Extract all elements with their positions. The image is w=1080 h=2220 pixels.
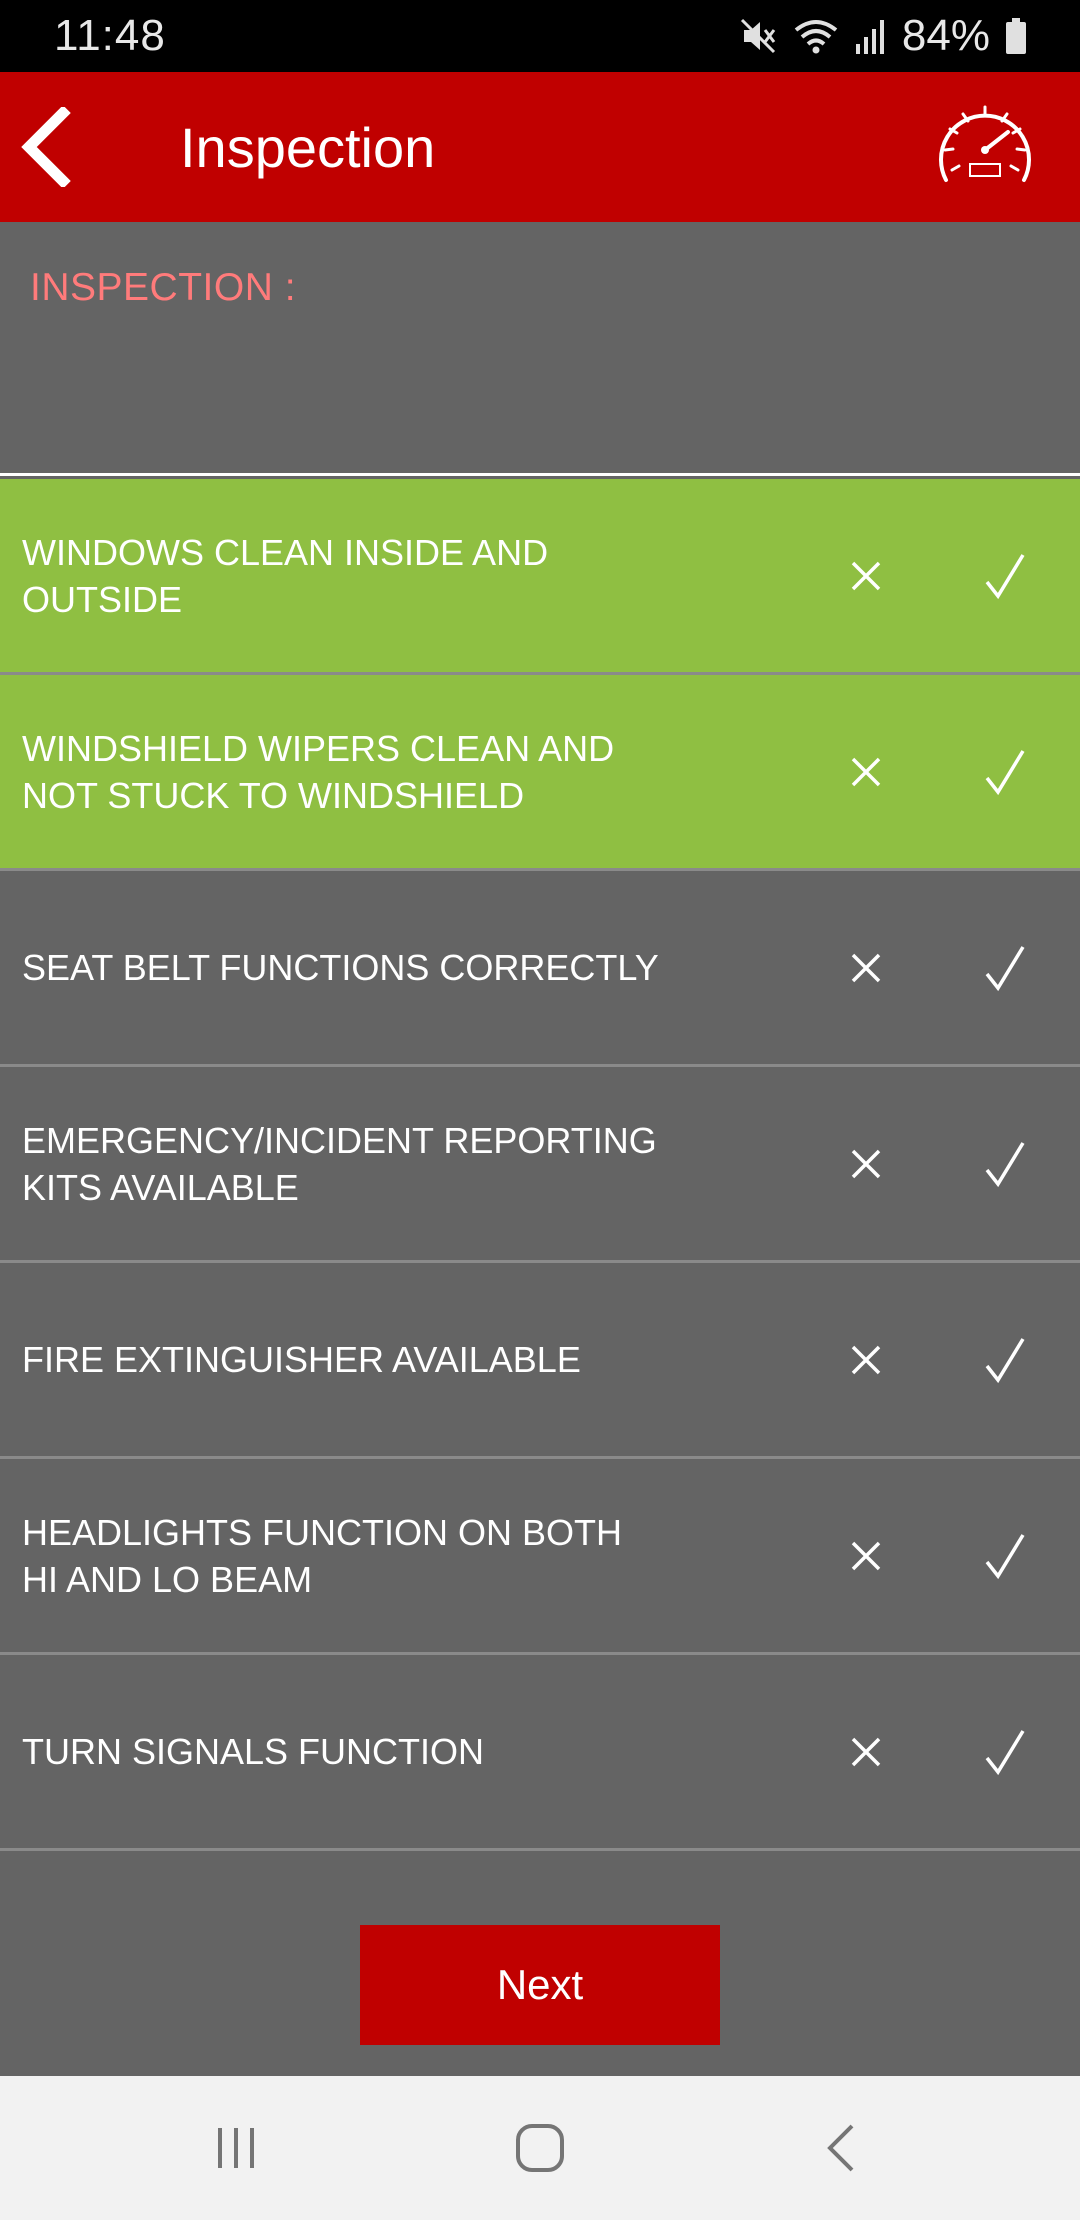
- checklist-item: [0, 479, 1080, 675]
- checklist-item-label: WINDSHIELD WIPERS CLEAN AND NOT STUCK TO WINDSHIELD: [22, 727, 615, 816]
- checklist-item: [0, 1459, 1080, 1655]
- back-button[interactable]: [0, 72, 90, 222]
- checklist-item-label: WINDOWS CLEAN INSIDE AND OUTSIDE: [22, 531, 549, 620]
- checklist-item: [0, 1263, 1080, 1459]
- close-icon: [849, 559, 883, 593]
- checklist-item-label: FIRE EXTINGUISHER AVAILABLE: [22, 1339, 581, 1380]
- reject-button[interactable]: [816, 1655, 916, 1848]
- mute-icon: [738, 16, 778, 56]
- close-icon: [849, 1343, 883, 1377]
- recents-button[interactable]: [156, 2076, 316, 2220]
- close-icon: [849, 1539, 883, 1573]
- app-bar: [0, 72, 1080, 222]
- chevron-left-icon: [17, 107, 73, 187]
- page-title: Inspection: [180, 115, 436, 179]
- inspection-header: [0, 222, 1080, 476]
- system-back-button[interactable]: [762, 2076, 922, 2220]
- home-button[interactable]: [460, 2076, 620, 2220]
- approve-button[interactable]: [955, 1655, 1055, 1848]
- wifi-icon: [792, 16, 840, 56]
- check-icon: [983, 1140, 1027, 1188]
- check-icon: [983, 1532, 1027, 1580]
- close-icon: [849, 951, 883, 985]
- approve-button[interactable]: [955, 675, 1055, 868]
- reject-button[interactable]: [816, 871, 916, 1064]
- checklist-item-label: HEADLIGHTS FUNCTION ON BOTH HI AND LO BEAM: [22, 1511, 623, 1600]
- checklist-item: [0, 675, 1080, 871]
- checklist-item-label: EMERGENCY/INCIDENT REPORTING KITS AVAILABLE: [22, 1119, 657, 1208]
- speedometer-button[interactable]: [930, 92, 1040, 202]
- checklist-item-label: TURN SIGNALS FUNCTION: [22, 1731, 485, 1772]
- approve-button[interactable]: [955, 1459, 1055, 1652]
- check-icon: [983, 748, 1027, 796]
- checklist-item: [0, 1067, 1080, 1263]
- reject-button[interactable]: [816, 479, 916, 672]
- home-icon: [514, 2122, 566, 2174]
- inspection-list: [0, 479, 1080, 1851]
- approve-button[interactable]: [955, 1263, 1055, 1456]
- recents-icon: [212, 2124, 260, 2172]
- battery-icon: [1004, 16, 1028, 56]
- inspection-label: INSPECTION :: [30, 266, 297, 309]
- status-icons: [738, 11, 1028, 61]
- back-icon: [822, 2122, 862, 2174]
- close-icon: [849, 1735, 883, 1769]
- close-icon: [849, 1147, 883, 1181]
- next-button[interactable]: Next: [360, 1925, 720, 2045]
- check-icon: [983, 944, 1027, 992]
- checklist-item-label: SEAT BELT FUNCTIONS CORRECTLY: [22, 947, 659, 988]
- checklist-item: [0, 871, 1080, 1067]
- system-nav-bar: [0, 2076, 1080, 2220]
- close-icon: [849, 755, 883, 789]
- reject-button[interactable]: [816, 1067, 916, 1260]
- status-time: 11:48: [54, 11, 166, 60]
- check-icon: [983, 552, 1027, 600]
- approve-button[interactable]: [955, 871, 1055, 1064]
- approve-button[interactable]: [955, 479, 1055, 672]
- reject-button[interactable]: [816, 675, 916, 868]
- check-icon: [983, 1336, 1027, 1384]
- approve-button[interactable]: [955, 1067, 1055, 1260]
- check-icon: [983, 1728, 1027, 1776]
- battery-percent: 84%: [901, 11, 990, 60]
- signal-icon: [854, 16, 888, 56]
- checklist-item: [0, 1655, 1080, 1851]
- speedometer-icon: [930, 92, 1040, 202]
- status-bar: [0, 0, 1080, 72]
- reject-button[interactable]: [816, 1459, 916, 1652]
- reject-button[interactable]: [816, 1263, 916, 1456]
